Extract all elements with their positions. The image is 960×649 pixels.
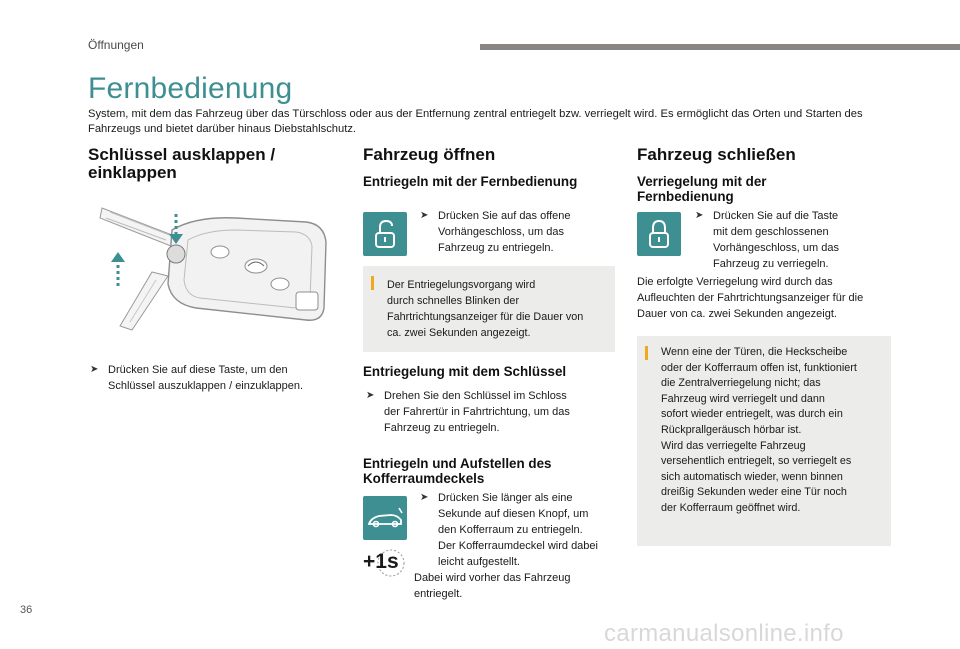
col2-sub2-bullet-line: Fahrzeug zu entriegeln.	[384, 422, 500, 434]
col2-sub3-bullet	[420, 490, 618, 570]
col2-sub1-bullet-line: Fahrzeug zu entriegeln.	[438, 242, 554, 254]
info-box-lock-text	[661, 345, 889, 517]
col3-paragraph-line: Aufleuchten der Fahrtrichtungsanzeiger für die	[637, 292, 864, 304]
col1-bullet-line1: Drücken Sie auf diese Taste, um den	[108, 364, 288, 376]
col2-sub3-after	[414, 570, 614, 602]
col3-heading	[637, 146, 796, 164]
col2-sub2-bullet-line: der Fahrertür in Fahrtrichtung, um das	[384, 406, 570, 418]
section-header: Öffnungen	[88, 38, 144, 52]
col2-sub2-text: Entriegelung mit dem Schlüssel	[363, 364, 567, 379]
timer-badge	[363, 546, 407, 580]
info-line: Fahrzeug wird verriegelt und dann	[661, 392, 825, 405]
arrow-bullet-icon: ➤	[366, 390, 375, 401]
col1-bullet-line2: Schlüssel auszuklappen / einzuklappen.	[108, 380, 304, 392]
col3-paragraph-line: Die erfolgte Verriegelung wird durch das	[637, 276, 833, 288]
col2-sub3-bullet-line: den Kofferraum zu entriegeln.	[438, 524, 583, 536]
col2-sub3-bullet-line: Sekunde auf diesen Knopf, um	[438, 508, 589, 520]
col1-bullet	[90, 362, 338, 394]
info-line: Rückprallgeräusch hörbar ist.	[661, 423, 802, 436]
lock-button-tile	[637, 212, 681, 256]
col2-sub3-bullet-line: leicht aufgestellt.	[438, 556, 520, 568]
col2-sub3-bullet-line: Drücken Sie länger als eine	[438, 492, 573, 504]
open-padlock-icon	[363, 212, 407, 256]
info-line: Wenn eine der Türen, die Heckscheibe	[661, 346, 848, 358]
col2-heading-text: Fahrzeug öffnen	[363, 145, 496, 164]
col3-sub1	[637, 174, 766, 204]
col3-paragraph-line: Dauer von ca. zwei Sekunden angezeigt.	[637, 308, 837, 320]
info-line: die Zentralverriegelung nicht; das	[661, 377, 821, 390]
col2-sub2-bullet-line: Drehen Sie den Schlüssel im Schloss	[384, 390, 567, 402]
info-line: sofort wieder entriegelt, was durch ein	[661, 408, 843, 421]
col1-heading-line1: Schlüssel ausklappen /	[88, 145, 276, 164]
page-title: Fernbedienung	[88, 72, 293, 105]
col3-sub1-bullet-line: mit dem geschlossenen	[713, 226, 829, 238]
timer-label: +1s	[363, 550, 399, 573]
col2-heading	[363, 146, 495, 164]
arrow-bullet-icon: ➤	[420, 210, 429, 221]
intro-text: System, mit dem das Fahrzeug über das Türschloss oder aus der Entfernung zentral entriegelt bzw. verriegelt wird. Es ermöglicht das Orten und Starten des Fahrzeugs und bietet darüber hinaus Diebstahlschutz.	[88, 108, 863, 135]
col2-sub3-line2: Kofferraumdeckels	[363, 471, 485, 486]
info-line: ca. zwei Sekunden angezeigt.	[387, 327, 531, 339]
watermark: carmanualsonline.info	[604, 620, 844, 647]
col3-sub1-line2: Fernbedienung	[637, 189, 734, 204]
info-bar-icon	[645, 346, 648, 360]
col2-sub3-after-line: entriegelt.	[414, 588, 463, 600]
trunk-button-tile	[363, 496, 407, 540]
col1-heading	[88, 146, 275, 182]
col2-sub1-text: Entriegeln mit der Fernbedienung	[363, 174, 578, 189]
info-line: sich automatisch wieder, wenn binnen	[661, 470, 843, 483]
closed-padlock-icon	[637, 212, 681, 256]
col3-sub1-bullet	[695, 208, 883, 272]
arrow-bullet-icon: ➤	[90, 364, 99, 375]
col2-sub2	[363, 364, 566, 379]
col2-sub1	[363, 174, 577, 189]
info-box-unlock	[363, 266, 615, 352]
info-line: Wird das verriegelte Fahrzeug	[661, 439, 806, 452]
col3-heading-text: Fahrzeug schließen	[637, 145, 796, 164]
info-line: versehentlich entriegelt, so verriegelt es	[661, 455, 852, 468]
info-box-unlock-text	[387, 277, 611, 341]
info-line: der Kofferraum geöffnet wird.	[661, 501, 801, 514]
col2-sub1-bullet-line: Vorhängeschloss, um das	[438, 226, 564, 238]
col2-sub3-line1: Entriegeln und Aufstellen des	[363, 456, 552, 471]
col3-sub1-bullet-line: Vorhängeschloss, um das	[713, 242, 839, 254]
info-line: oder der Kofferraum offen ist, funktioniert	[661, 361, 857, 374]
col2-sub1-bullet	[420, 208, 608, 256]
info-line: durch schnelles Blinken der	[387, 295, 520, 307]
key-fob-illustration	[96, 200, 336, 340]
info-bar-icon	[371, 276, 374, 290]
info-box-lock	[637, 336, 891, 546]
col3-sub1-bullet-line: Fahrzeug zu verriegeln.	[713, 258, 829, 270]
col1-heading-line2: einklappen	[88, 163, 177, 182]
col2-sub3-bullet-line: Der Kofferraumdeckel wird dabei	[438, 540, 598, 552]
col3-sub1-line1: Verriegelung mit der	[637, 174, 767, 189]
col3-sub1-bullet-line: Drücken Sie auf die Taste	[713, 210, 839, 222]
info-line: dreißig Sekunden weder eine Tür noch	[661, 486, 847, 499]
col2-sub1-bullet-line: Drücken Sie auf das offene	[438, 210, 571, 222]
info-line: Der Entriegelungsvorgang wird	[387, 279, 536, 291]
info-line: Fahrtrichtungsanzeiger für die Dauer von	[387, 311, 584, 323]
page-number: 36	[20, 604, 33, 616]
col3-paragraph	[637, 274, 892, 322]
col2-sub2-bullet	[366, 388, 614, 436]
arrow-bullet-icon: ➤	[695, 210, 704, 221]
unlock-button-tile	[363, 212, 407, 256]
key-fob-icon	[96, 200, 336, 340]
car-trunk-icon	[363, 496, 407, 540]
arrow-bullet-icon: ➤	[420, 492, 429, 503]
col2-sub3-after-line: Dabei wird vorher das Fahrzeug	[414, 572, 571, 584]
col2-sub3	[363, 456, 551, 486]
header-bar	[480, 44, 960, 50]
